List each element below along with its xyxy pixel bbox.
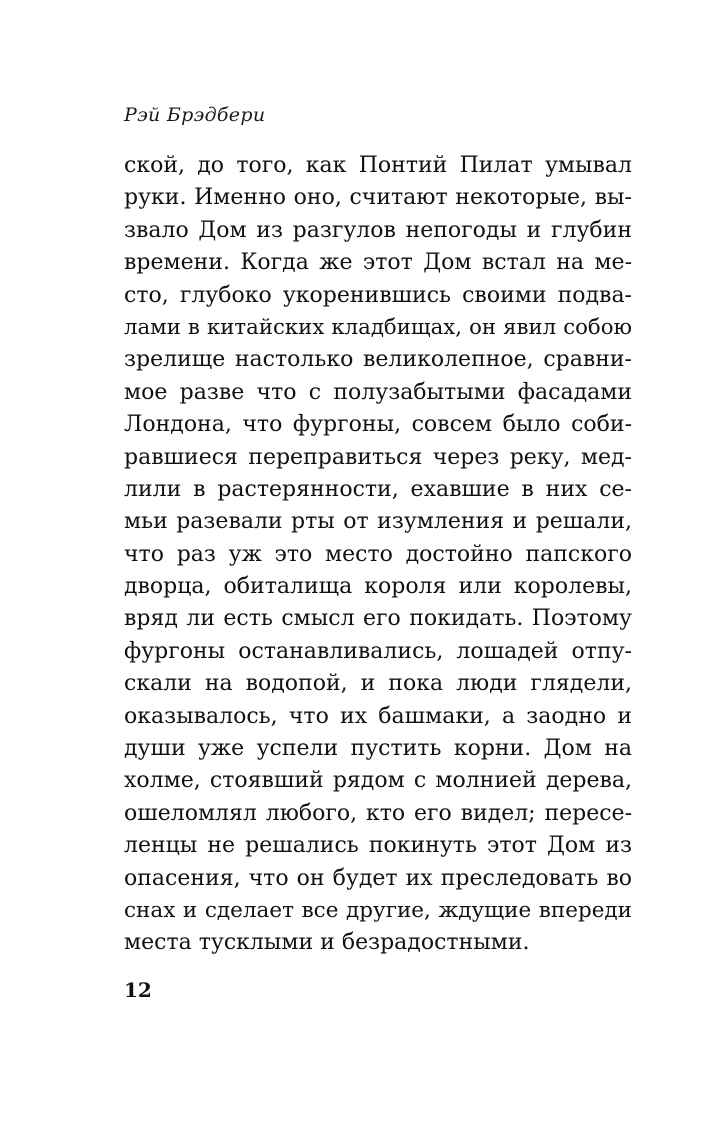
text-line: опасения, что он будет их преследовать во [124,865,632,891]
text-line: лами в китайских кладбищах, он явил собою [124,314,632,340]
text-line: мое разве что с полузабытыми фасадами [124,379,632,405]
text-line: звало Дом из разгулов непогоды и глубин [124,217,632,243]
text-line: мьи разевали рты от изумления и решали, [124,509,632,535]
text-line: фургоны останавливались, лошадей отпу- [124,638,632,664]
page-number: 12 [124,978,152,1002]
text-line: дворца, обиталища короля или королевы, [124,574,632,600]
body-text [124,150,632,960]
text-line: оказывалось, что их башмаки, а заодно и [124,703,632,729]
text-line: скали на водопой, и пока люди глядели, [124,671,632,697]
text-line: лили в растерянности, ехавшие в них се- [124,476,632,502]
text-line: ской, до того, как Понтий Пилат умывал [124,153,632,178]
text-line: равшиеся переправиться через реку, мед- [124,444,632,470]
text-line: зрелище настолько великолепное, сравни- [124,347,632,373]
text-line: души уже успели пустить корни. Дом на [124,736,632,762]
text-line: вряд ли есть смысл его покидать. Поэтому [124,606,632,632]
text-line: времени. Когда же этот Дом встал на ме- [124,250,632,276]
text-line: сто, глубоко укоренившись своими подва- [124,282,632,308]
text-line: что раз уж это место достойно папского [124,541,632,567]
text-line: Лондона, что фургоны, совсем было соби- [124,412,632,438]
text-line: ошеломлял любого, кто его видел; пересе- [124,800,632,826]
text-line: руки. Именно оно, считают некоторые, вы- [124,185,632,211]
text-line: ленцы не решались покинуть этот Дом из [124,833,632,859]
running-header-author: Рэй Брэдбери [124,104,266,126]
text-line: снах и сделает все другие, ждущие впереди [124,897,632,923]
text-line: места тусклыми и безрадостными. [124,930,530,956]
text-line: холме, стоявший рядом с молнией дерева, [124,768,632,794]
